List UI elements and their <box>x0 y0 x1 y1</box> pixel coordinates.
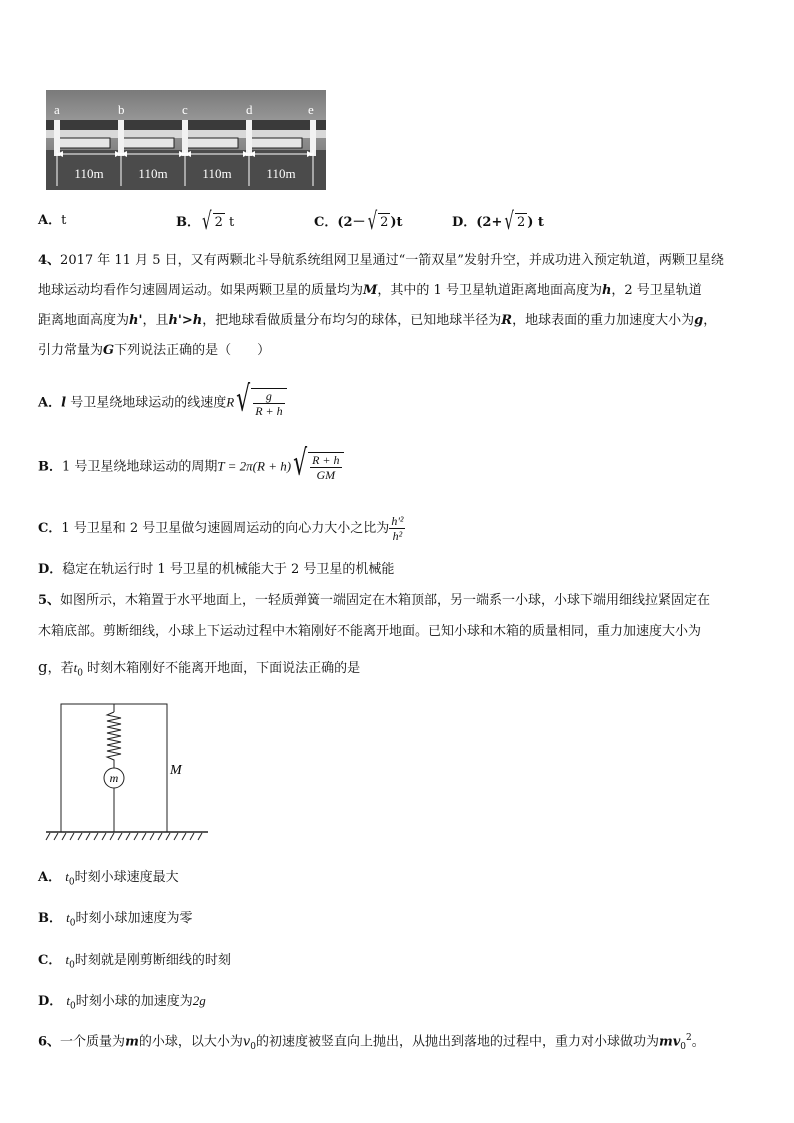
sqrt-sign: √ <box>367 206 378 236</box>
q5-option-c: C． $t_0$时刻就是刚剪断细线的时刻 <box>38 952 231 971</box>
ball-label: m <box>109 771 119 785</box>
q5-option-d: D． $t_0$时刻小球的加速度为2g <box>38 993 206 1012</box>
q5-stem-line3: g，若$t_0$ 时刻木箱刚好不能离开地面，下面说法正确的是 <box>38 658 361 679</box>
q4-stem-line1: 4、2017 年 11 月 5 日，又有两颗北斗导航系统组网卫星通过“一箭双星”发射升空，并成功进入预定轨道，两颗卫星绕 <box>38 253 724 268</box>
q4-stem-line4: 引力常量为G下列说法正确的是（ ） <box>38 343 271 358</box>
q3-option-c: C．(2－ √ 2 )t <box>314 206 403 236</box>
q3-option-a: A．t <box>38 213 67 228</box>
sqrt-sign: √ <box>504 206 514 236</box>
bridge-span-label: 110m <box>266 166 296 181</box>
box-label: M <box>170 763 182 778</box>
sqrt-sign: √ <box>236 379 251 420</box>
fraction: $\frac{\text{h'²}}{\text{h²}}$ <box>391 514 404 543</box>
fraction: $\frac{g}{R + h}$ <box>251 388 286 418</box>
q3-option-b: B． √ 2 t <box>176 206 235 236</box>
bridge-point-label: b <box>118 102 125 117</box>
q5-stem-line2: 木箱底部。剪断细线，小球上下运动过程中木箱刚好不能离开地面。已知小球和木箱的质量相同，重力加速度大小为 <box>38 624 702 639</box>
q4-option-c: C．1 号卫星和 2 号卫星做匀速圆周运动的向心力大小之比为 $\frac{\text{h'²}}{\text{h²}}$ <box>38 514 404 543</box>
bridge-point-label: d <box>246 102 253 117</box>
q4-stem-line3: 距离地面高度为h'，且h'>h，把地球看做质量分布均匀的球体，已知地球半径为R，地球表面的重力加速度大小为g， <box>38 313 717 328</box>
bridge-span-label: 110m <box>202 166 232 181</box>
q3-option-d: D．(2+ √ 2 ) t <box>452 206 544 236</box>
q4-option-a: A．l 号卫星绕地球运动的线速度R√ $\frac{g}{R + h}$ <box>38 388 287 418</box>
q4-stem-line2: 地球运动均看作匀速圆周运动。如果两颗卫星的质量均为M，其中的 1 号卫星轨道距离地面高度为h，2 号卫星轨道 <box>38 283 702 298</box>
bridge-span-label: 110m <box>74 166 104 181</box>
bridge-point-label: c <box>182 102 188 117</box>
q5-stem-line1: 5、如图所示，木箱置于水平地面上，一轻质弹簧一端固定在木箱顶部，另一端系一小球，小球下端用细线拉紧固定在 <box>38 593 711 608</box>
q5-option-b: B． $t_0$时刻小球加速度为零 <box>38 910 193 929</box>
bridge-point-label: a <box>54 102 60 117</box>
sqrt-sign: √ <box>293 443 308 484</box>
q4-option-b: B．1 号卫星绕地球运动的周期T = 2π(R + h)√ $\frac{R + h}{GM}$ <box>38 452 344 482</box>
q4-option-d: D．稳定在轨运行时 1 号卫星的机械能大于 2 号卫星的机械能 <box>38 562 395 577</box>
bridge-point-label: e <box>308 102 314 117</box>
fraction: $\frac{R + h}{GM}$ <box>308 452 343 482</box>
q6-stem: 6、一个质量为m的小球，以大小为$v_0$的初速度被竖直向上抛出，从抛出到落地的过程中，重力对小球做功为$mv_0^2$。 <box>38 1033 705 1052</box>
bridge-span-label: 110m <box>138 166 168 181</box>
spring-box-figure <box>44 702 214 842</box>
sqrt-sign: √ <box>202 206 212 236</box>
bridge-figure <box>46 90 326 190</box>
q5-option-a: A． $t_0$时刻小球速度最大 <box>38 869 179 888</box>
